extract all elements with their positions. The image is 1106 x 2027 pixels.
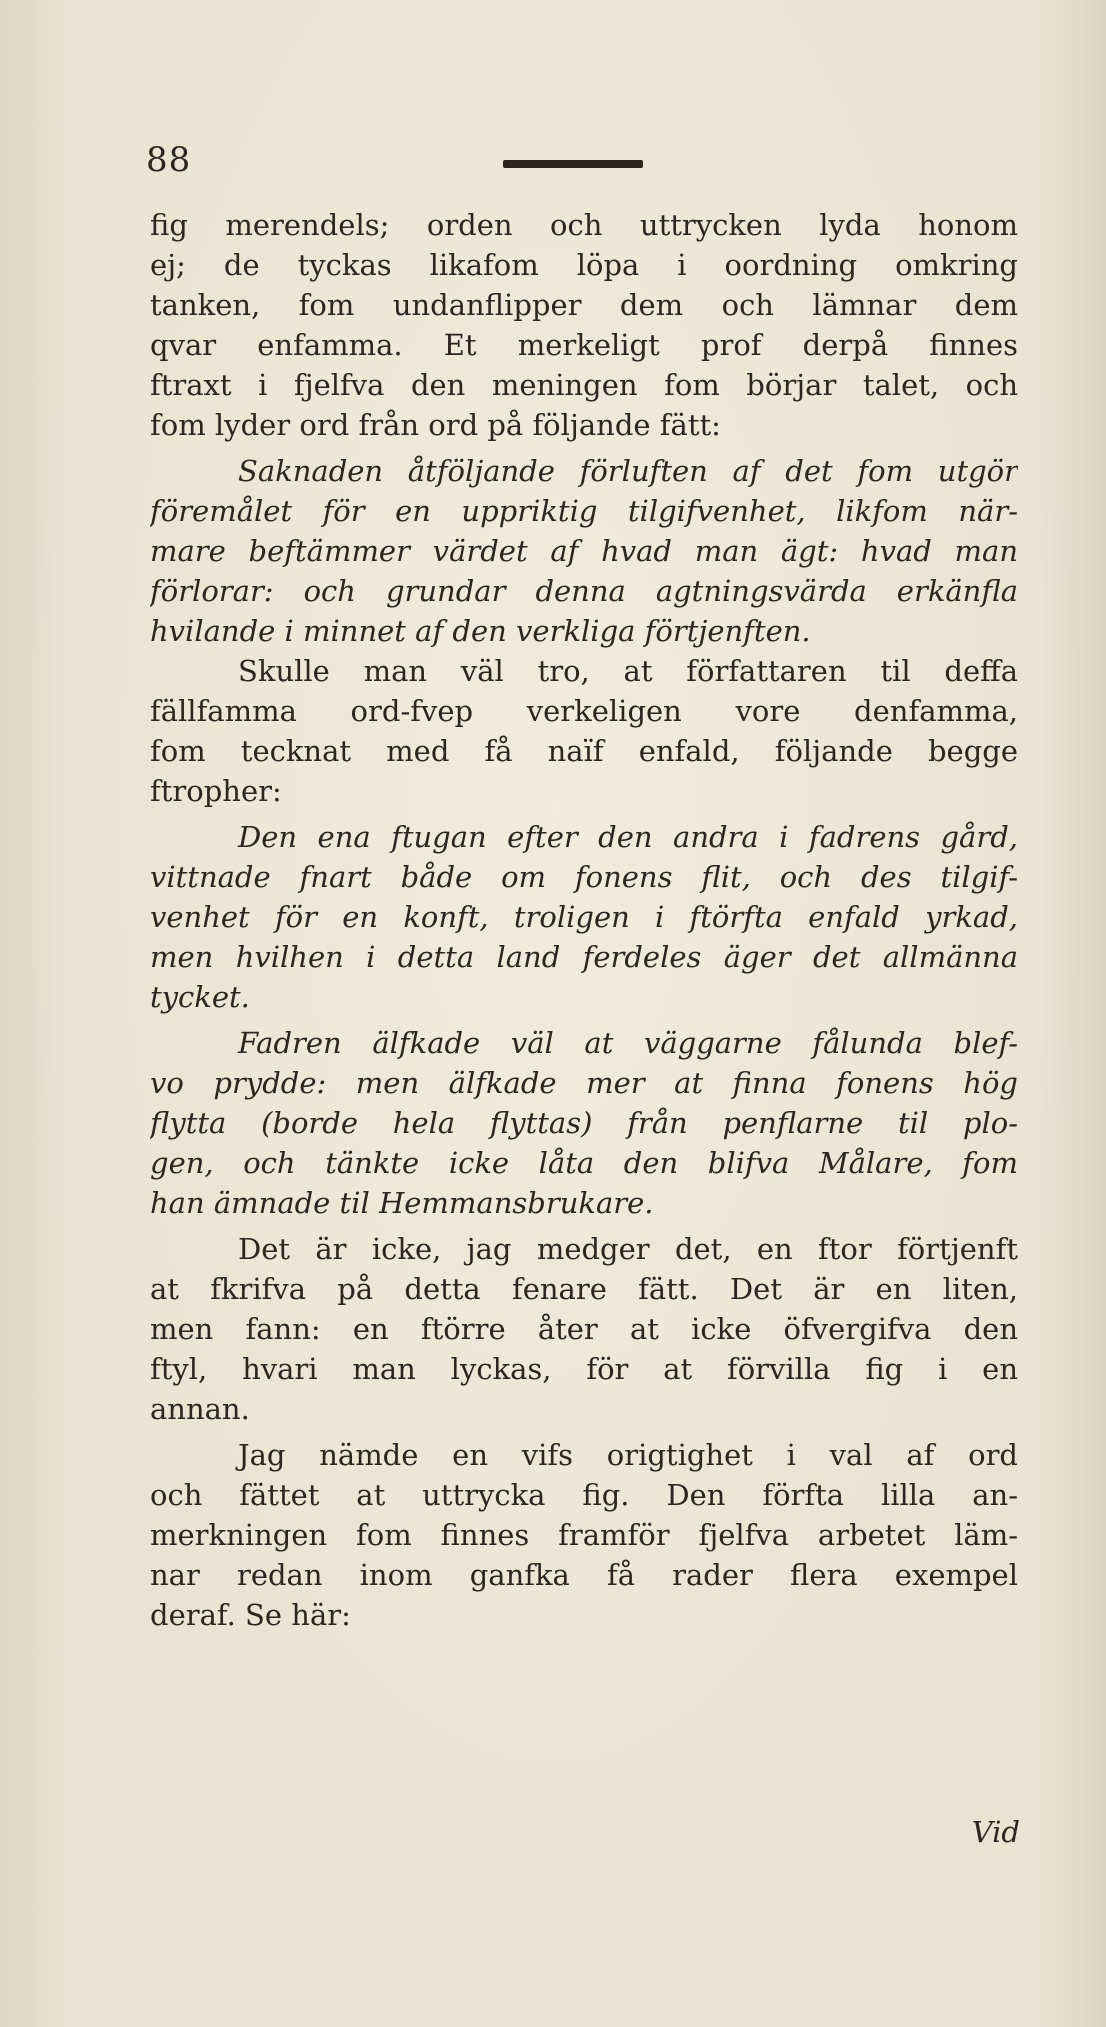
text-line: fom tecknat med få naïf enfald, följande begge [150,734,1018,768]
text-line: flytta (borde hela flyttas) från penflarne til plo- [150,1106,1018,1140]
text-line: tanken, fom undanflipper dem och lämnar dem [150,288,1018,322]
text-line: han ämnade til Hemmansbrukare. [150,1186,654,1220]
text-line: fällfamma ord-fvep verkeligen vore denfamma, [150,694,1018,728]
text-line: Saknaden åtföljande förluften af det fom utgör [238,454,1018,488]
text-line: ftropher: [150,774,282,808]
text-line: mare beftämmer värdet af hvad man ägt: hvad man [150,534,1018,568]
text-line: venhet för en konft, troligen i ftörfta enfald yrkad, [150,900,1018,934]
text-line: fig merendels; orden och uttrycken lyda honom [150,208,1018,242]
text-line: men fann: en ftörre åter at icke öfvergifva den [150,1312,1018,1346]
text-line: gen, och tänkte icke låta den blifva Målare, fom [150,1146,1018,1180]
text-line: Fadren älfkade väl at väggarne fålunda blef- [238,1026,1018,1060]
text-line: at fkrifva på detta fenare fätt. Det är en liten, [150,1272,1018,1306]
header-rule [503,160,643,168]
paragraph [150,1435,1018,1635]
body-text [150,205,1018,1635]
text-line: qvar enfamma. Et merkeligt prof derpå finnes [150,328,1018,362]
text-line: Den ena ftugan efter den andra i fadrens gård, [238,820,1018,854]
text-line: Det är icke, jag medger det, en ftor förtjenft [238,1232,1018,1266]
paragraph [150,205,1018,445]
quotation [150,451,1018,651]
text-line: men hvilhen i detta land ferdeles äger det allmänna [150,940,1018,974]
text-line: tycket. [150,980,250,1014]
text-line: fom lyder ord från ord på följande fätt: [150,408,721,442]
text-line: ftraxt i fjelfva den meningen fom börjar talet, och [150,368,1018,402]
text-line: Jag nämde en vifs origtighet i val af ord [238,1438,1018,1472]
quotation [150,817,1018,1017]
paragraph [150,651,1018,811]
catchword: Vid [971,1815,1020,1849]
text-line: hvilande i minnet af den verkliga förtjenften. [150,614,811,648]
text-line: och fättet at uttrycka fig. Den förfta lilla an- [150,1478,1018,1512]
text-line: nar redan inom ganfka få rader flera exempel [150,1558,1018,1592]
text-line: ftyl, hvari man lyckas, för at förvilla fig i en [150,1352,1018,1386]
text-line: förlorar: och grundar denna agtningsvärda erkänfla [150,574,1018,608]
text-line: Skulle man väl tro, at författaren til deffa [238,654,1018,688]
text-line: vo prydde: men älfkade mer at finna fonens hög [150,1066,1018,1100]
text-line: vittnade fnart både om fonens flit, och des tilgif- [150,860,1018,894]
text-line: deraf. Se här: [150,1598,351,1632]
paragraph [150,1229,1018,1429]
text-line: annan. [150,1392,250,1426]
text-line: föremålet för en uppriktig tilgifvenhet, likfom när- [150,494,1018,528]
text-line: merkningen fom finnes framför fjelfva arbetet läm- [150,1518,1018,1552]
quotation [150,1023,1018,1223]
page-number: 88 [146,140,192,180]
text-line: ej; de tyckas likafom löpa i oordning omkring [150,248,1018,282]
